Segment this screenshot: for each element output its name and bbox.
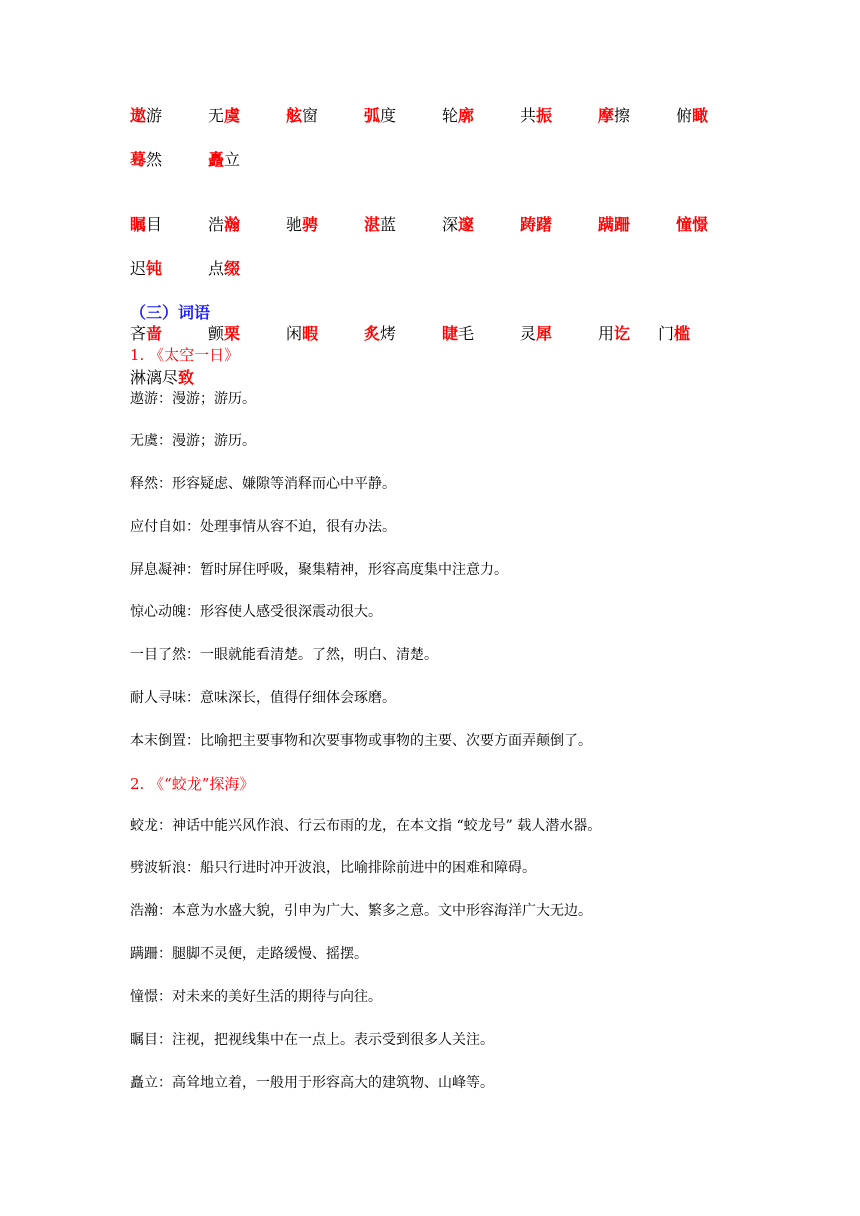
vocab-char: 迟 (130, 259, 147, 278)
definition-item: 本末倒置：比喻把主要事物和次要事物或事物的主要、次要方面弄颠倒了。 (130, 733, 592, 749)
definition-item: 憧憬：对未来的美好生活的期待与向往。 (130, 989, 382, 1005)
vocab-char: 深 (442, 215, 459, 234)
vocab-char-highlight: 邃 (458, 215, 475, 234)
vocab-char-highlight: 振 (536, 106, 553, 125)
vocab-char-highlight: 栗 (224, 324, 241, 343)
vocab-char-highlight: 踌躇 (520, 215, 553, 234)
vocab-char-highlight: 睫 (442, 324, 459, 343)
vocab-char-highlight: 蓦 (130, 150, 147, 169)
vocab-word (520, 105, 552, 127)
vocab-char: 然 (146, 150, 163, 169)
vocab-char: 共 (520, 106, 537, 125)
vocab-word (286, 214, 318, 236)
vocab-char-highlight: 瞩 (130, 215, 147, 234)
vocab-word (598, 105, 630, 127)
vocab-word (442, 323, 474, 345)
vocab-char-highlight: 舷 (286, 106, 303, 125)
vocab-word (208, 323, 240, 345)
vocab-char-highlight: 致 (178, 368, 195, 387)
vocab-char: 烤 (380, 324, 397, 343)
vocab-char: 驰 (286, 215, 303, 234)
definition-item: 蹒跚：腿脚不灵便，走路缓慢、摇摆。 (130, 946, 368, 962)
vocab-char: 游 (146, 106, 163, 125)
vocab-word (208, 105, 240, 127)
vocab-char: 颤 (208, 324, 225, 343)
definition-item: 遨游：漫游；游历。 (130, 391, 256, 407)
vocab-char: 蓝 (380, 215, 397, 234)
vocab-word (208, 149, 240, 171)
vocab-row (130, 149, 770, 171)
vocab-char-highlight: 摩 (598, 106, 615, 125)
vocab-char-highlight: 蹒跚 (598, 215, 631, 234)
vocab-char: 吝 (130, 324, 147, 343)
vocab-word (130, 105, 162, 127)
vocab-row (130, 323, 770, 345)
vocab-row (130, 214, 770, 236)
vocab-char-highlight: 瞰 (692, 106, 709, 125)
lesson-title: 1. 《太空一日》 (130, 346, 240, 364)
vocab-word (598, 214, 630, 236)
vocab-char: 点 (208, 259, 225, 278)
vocab-char-highlight: 讫 (614, 324, 631, 343)
vocab-word (130, 149, 162, 171)
vocab-char-highlight: 虞 (224, 106, 241, 125)
vocab-char-highlight: 缀 (224, 259, 241, 278)
definition-item: 惊心动魄：形容使人感受很深震动很大。 (130, 604, 382, 620)
vocab-word (364, 214, 396, 236)
vocab-row (130, 258, 770, 280)
vocab-char: 度 (380, 106, 397, 125)
vocab-word (130, 214, 162, 236)
vocab-word (130, 258, 162, 280)
vocab-word (286, 105, 318, 127)
vocab-word (520, 214, 552, 236)
vocab-word (520, 323, 552, 345)
vocab-row (130, 367, 770, 389)
vocab-char: 毛 (458, 324, 475, 343)
vocab-word (130, 367, 194, 389)
vocab-char: 目 (146, 215, 163, 234)
vocab-char-highlight: 憧憬 (676, 215, 709, 234)
vocab-char: 窗 (302, 106, 319, 125)
vocab-char: 灵 (520, 324, 537, 343)
vocab-char-highlight: 湛 (364, 215, 381, 234)
vocab-word (598, 323, 630, 345)
vocab-char-highlight: 炙 (364, 324, 381, 343)
vocab-word (130, 323, 162, 345)
definition-item: 一目了然：一眼就能看清楚。了然，明白、清楚。 (130, 647, 438, 663)
vocab-char-highlight: 啬 (146, 324, 163, 343)
definition-item: 释然：形容疑虑、嫌隙等消释而心中平静。 (130, 476, 396, 492)
definition-item: 矗立：高耸地立着，一般用于形容高大的建筑物、山峰等。 (130, 1075, 494, 1091)
vocab-char: 闲 (286, 324, 303, 343)
vocab-char-highlight: 矗 (208, 150, 225, 169)
vocab-row (130, 105, 770, 127)
definition-item: 蛟龙：神话中能兴风作浪、行云布雨的龙，在本文指 “蛟龙号” 载人潜水器。 (130, 818, 602, 834)
lesson-title: 2. 《“蛟龙”探海》 (130, 775, 255, 793)
vocab-word (364, 323, 396, 345)
definition-item: 瞩目：注视，把视线集中在一点上。表示受到很多人关注。 (130, 1032, 494, 1048)
vocab-char-highlight: 犀 (536, 324, 553, 343)
vocab-word (676, 214, 708, 236)
vocab-char: 轮 (442, 106, 459, 125)
section-title: （三）词语 (130, 303, 211, 322)
definition-item: 耐人寻味：意味深长，值得仔细体会琢磨。 (130, 690, 396, 706)
vocab-char: 淋漓尽 (130, 368, 179, 387)
vocab-word (364, 105, 396, 127)
vocab-word (658, 323, 690, 345)
vocab-char: 俯 (676, 106, 693, 125)
vocab-word (208, 258, 240, 280)
vocab-char-highlight: 槛 (674, 324, 691, 343)
vocab-char-highlight: 钝 (146, 259, 163, 278)
vocab-char: 擦 (614, 106, 631, 125)
vocab-word (286, 323, 318, 345)
vocab-word (442, 214, 474, 236)
definition-item: 屏息凝神：暂时屏住呼吸，聚集精神，形容高度集中注意力。 (130, 562, 508, 578)
vocab-char: 用 (598, 324, 615, 343)
vocab-word (208, 214, 240, 236)
vocab-char: 立 (224, 150, 241, 169)
definition-item: 劈波斩浪：船只行进时冲开波浪，比喻排除前进中的困难和障碍。 (130, 860, 536, 876)
vocab-char-highlight: 廓 (458, 106, 475, 125)
vocab-char: 门 (658, 324, 675, 343)
vocab-char-highlight: 暇 (302, 324, 319, 343)
definition-item: 无虞：漫游；游历。 (130, 433, 256, 449)
vocab-word (676, 105, 708, 127)
vocab-char-highlight: 遨 (130, 106, 147, 125)
definition-item: 应付自如：处理事情从容不迫，很有办法。 (130, 519, 396, 535)
definition-item: 浩瀚：本意为水盛大貌，引申为广大、繁多之意。文中形容海洋广大无边。 (130, 903, 592, 919)
vocab-word (442, 105, 474, 127)
vocab-char: 无 (208, 106, 225, 125)
vocab-char-highlight: 弧 (364, 106, 381, 125)
vocab-char-highlight: 骋 (302, 215, 319, 234)
vocab-char-highlight: 瀚 (224, 215, 241, 234)
vocab-char: 浩 (208, 215, 225, 234)
